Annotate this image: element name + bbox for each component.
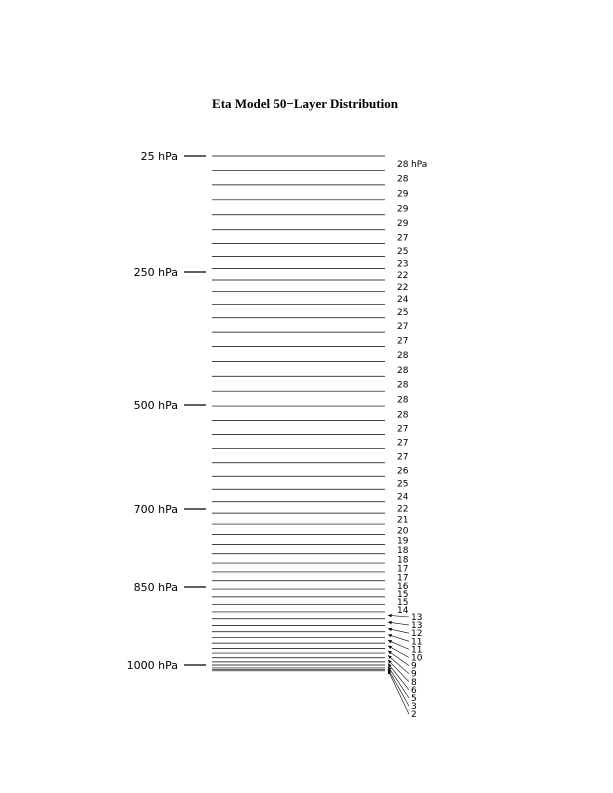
layer-thickness-label-12: 27 xyxy=(397,321,409,332)
thickness-arrowhead-40 xyxy=(388,634,392,637)
pressure-label-4: 850 hPa xyxy=(133,581,178,594)
layer-thickness-label-24: 24 xyxy=(397,492,409,503)
layer-thickness-label-35: 15 xyxy=(397,597,409,608)
layer-thickness-label-29: 18 xyxy=(397,546,409,557)
layer-thickness-label-11: 25 xyxy=(397,308,409,319)
layer-thickness-label-19: 27 xyxy=(397,424,409,435)
layer-thickness-label-49: 2 xyxy=(411,710,417,721)
thickness-arrowhead-37 xyxy=(388,614,392,617)
layer-thickness-label-48: 3 xyxy=(411,702,417,713)
layer-thickness-label-31: 17 xyxy=(397,564,409,575)
layer-thickness-label-18: 28 xyxy=(397,410,409,421)
pressure-label-1: 250 hPa xyxy=(133,266,178,279)
layer-thickness-label-5: 27 xyxy=(397,233,409,244)
layer-thickness-label-40: 11 xyxy=(411,637,423,648)
layer-thickness-label-47: 5 xyxy=(411,694,417,704)
layer-thickness-label-0: 28 xyxy=(397,160,409,171)
layer-thickness-label-45: 8 xyxy=(411,677,417,688)
layer-thickness-label-33: 16 xyxy=(397,581,409,592)
layer-thickness-label-16: 28 xyxy=(397,380,409,391)
thickness-unit-label: hPa xyxy=(411,160,428,171)
layer-thickness-labels xyxy=(388,160,427,720)
layer-thickness-label-41: 11 xyxy=(411,645,423,656)
thickness-leader-48 xyxy=(388,669,409,706)
layer-thickness-label-26: 21 xyxy=(397,515,409,526)
layer-thickness-label-6: 25 xyxy=(397,247,409,258)
layer-thickness-label-8: 22 xyxy=(397,271,409,282)
layer-thickness-label-1: 28 xyxy=(397,174,409,185)
chart-title: Eta Model 50−Layer Distribution xyxy=(212,96,398,111)
pressure-label-2: 500 hPa xyxy=(133,399,178,412)
layer-thickness-label-28: 19 xyxy=(397,536,409,547)
layer-thickness-label-46: 6 xyxy=(411,685,417,696)
layer-thickness-label-15: 28 xyxy=(397,365,409,376)
thickness-arrowhead-38 xyxy=(388,621,392,624)
layer-thickness-label-20: 27 xyxy=(397,438,409,449)
layer-thickness-label-42: 10 xyxy=(411,653,423,664)
pressure-label-5: 1000 hPa xyxy=(126,659,178,672)
layer-thickness-label-2: 29 xyxy=(397,189,409,200)
layer-thickness-label-9: 22 xyxy=(397,282,409,293)
layer-thickness-label-21: 27 xyxy=(397,452,409,463)
layer-thickness-label-32: 17 xyxy=(397,573,409,584)
thickness-arrowhead-39 xyxy=(388,628,392,631)
layer-thickness-label-13: 27 xyxy=(397,336,409,347)
layer-thickness-label-43: 9 xyxy=(411,661,417,672)
layer-thickness-label-27: 20 xyxy=(397,526,409,537)
thickness-arrowhead-43 xyxy=(388,651,392,655)
pressure-label-3: 700 hPa xyxy=(133,503,178,516)
layer-thickness-label-7: 23 xyxy=(397,259,409,270)
layer-thickness-label-38: 13 xyxy=(411,621,423,632)
pressure-axis xyxy=(127,150,206,672)
layer-thickness-label-30: 18 xyxy=(397,555,409,566)
layer-thickness-label-39: 12 xyxy=(411,629,423,640)
layer-thickness-label-4: 29 xyxy=(397,219,409,230)
layer-thickness-label-10: 24 xyxy=(397,295,409,306)
layer-thickness-label-34: 15 xyxy=(397,589,409,600)
layer-thickness-label-14: 28 xyxy=(397,350,409,361)
layer-thickness-label-23: 25 xyxy=(397,479,409,490)
layer-thickness-label-36: 14 xyxy=(397,605,409,616)
layer-interface-lines xyxy=(212,156,385,671)
layer-thickness-label-22: 26 xyxy=(397,466,409,477)
layer-thickness-label-37: 13 xyxy=(411,613,423,623)
layer-thickness-label-17: 28 xyxy=(397,395,409,406)
layer-thickness-label-25: 22 xyxy=(397,504,409,515)
pressure-label-0: 25 hPa xyxy=(140,150,178,163)
layer-thickness-label-3: 29 xyxy=(397,204,409,215)
layer-thickness-label-44: 9 xyxy=(411,669,417,680)
